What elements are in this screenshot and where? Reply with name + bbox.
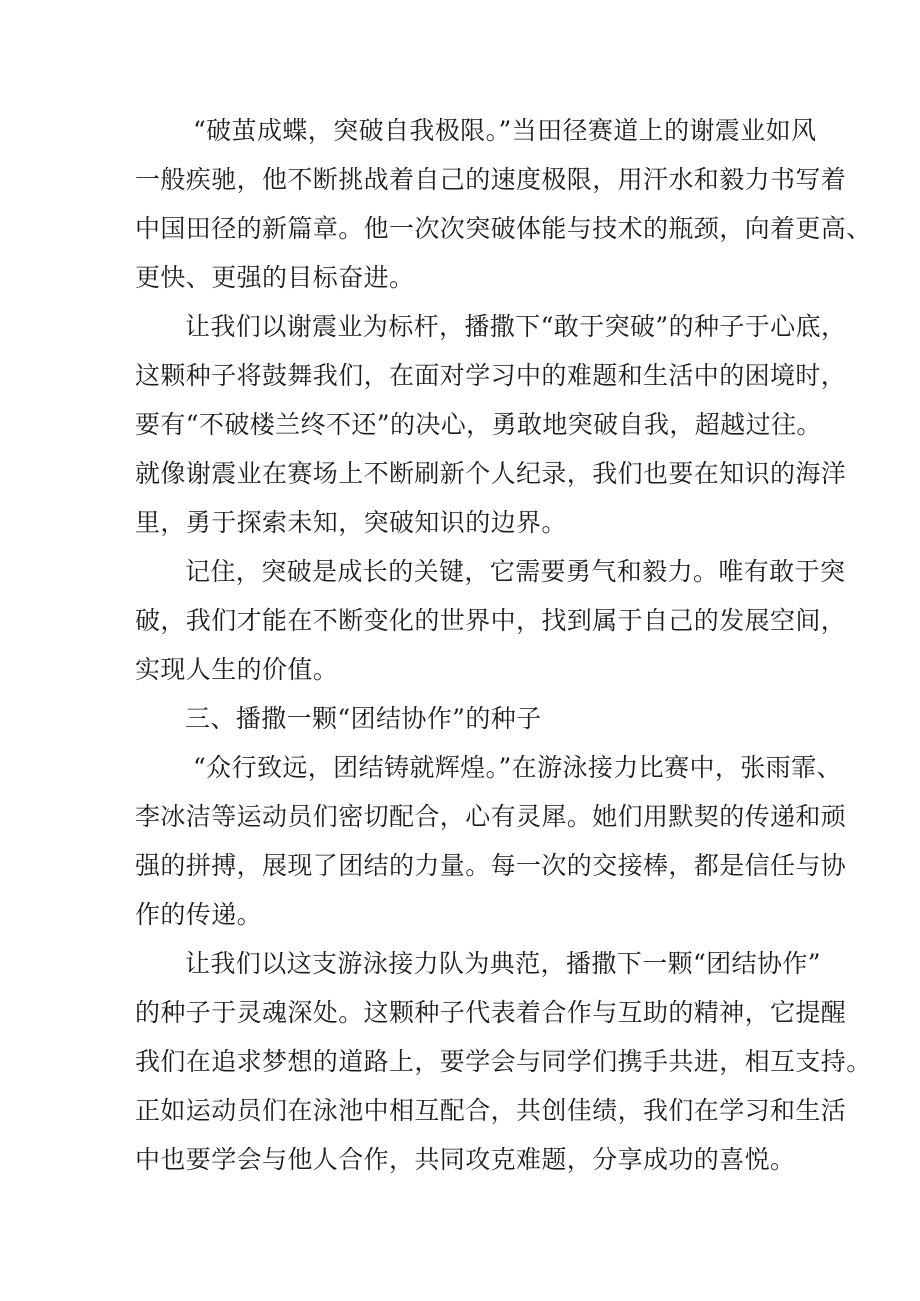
- paragraph-2-line-1: 让我们以谢震业为标杆，播撒下“敢于突破”的种子于心底，: [185, 312, 847, 341]
- paragraph-1-line-2: 一般疾驰，他不断挑战着自己的速度极限，用汗水和毅力书写着: [135, 165, 847, 194]
- paragraph-3-line-1: 记住，突破是成长的关键，它需要勇气和毅力。唯有敢于突: [185, 557, 846, 586]
- paragraph-5-line-5: 中也要学会与他人合作，共同攻克难题，分享成功的喜悦。: [135, 1145, 796, 1174]
- paragraph-4-line-1: “众行致远，团结铸就辉煌。”在游泳接力比赛中，张雨霏、: [193, 753, 842, 782]
- paragraph-2-line-4: 就像谢震业在赛场上不断刷新个人纪录，我们也要在知识的海洋: [135, 459, 847, 488]
- paragraph-2-line-3: 要有“不破楼兰终不还”的决心，勇敢地突破自我，超越过往。: [135, 410, 822, 439]
- paragraph-5-line-4: 正如运动员们在泳池中相互配合，共创佳绩，我们在学习和生活: [135, 1096, 847, 1125]
- paragraph-5-line-2: 的种子于灵魂深处。这颗种子代表着合作与互助的精神，它提醒: [135, 998, 847, 1027]
- paragraph-4-line-2: 李冰洁等运动员们密切配合，心有灵犀。她们用默契的传递和顽: [135, 802, 847, 831]
- paragraph-2-line-5: 里，勇于探索未知，突破知识的边界。: [135, 508, 567, 537]
- section-heading: 三、播撒一颗“团结协作”的种子: [185, 704, 542, 733]
- paragraph-4-line-3: 强的拼搏，展现了团结的力量。每一次的交接棒，都是信任与协: [135, 851, 847, 880]
- paragraph-5-line-1: 让我们以这支游泳接力队为典范，播撒下一颗“团结协作”: [185, 949, 821, 978]
- paragraph-1-line-4: 更快、更强的目标奋进。: [135, 263, 415, 292]
- paragraph-3-line-2: 破，我们才能在不断变化的世界中，找到属于自己的发展空间，: [135, 606, 847, 635]
- paragraph-4-line-4: 作的传递。: [135, 900, 263, 929]
- paragraph-5-line-3: 我们在追求梦想的道路上，要学会与同学们携手共进，相互支持。: [135, 1047, 872, 1076]
- paragraph-2-line-2: 这颗种子将鼓舞我们，在面对学习中的难题和生活中的困境时，: [135, 361, 847, 390]
- paragraph-1-line-1: “破茧成蝶，突破自我极限。”当田径赛道上的谢震业如风: [193, 116, 817, 145]
- paragraph-3-line-3: 实现人生的价值。: [135, 655, 339, 684]
- paragraph-1-line-3: 中国田径的新篇章。他一次次突破体能与技术的瓶颈，向着更高、: [135, 214, 872, 243]
